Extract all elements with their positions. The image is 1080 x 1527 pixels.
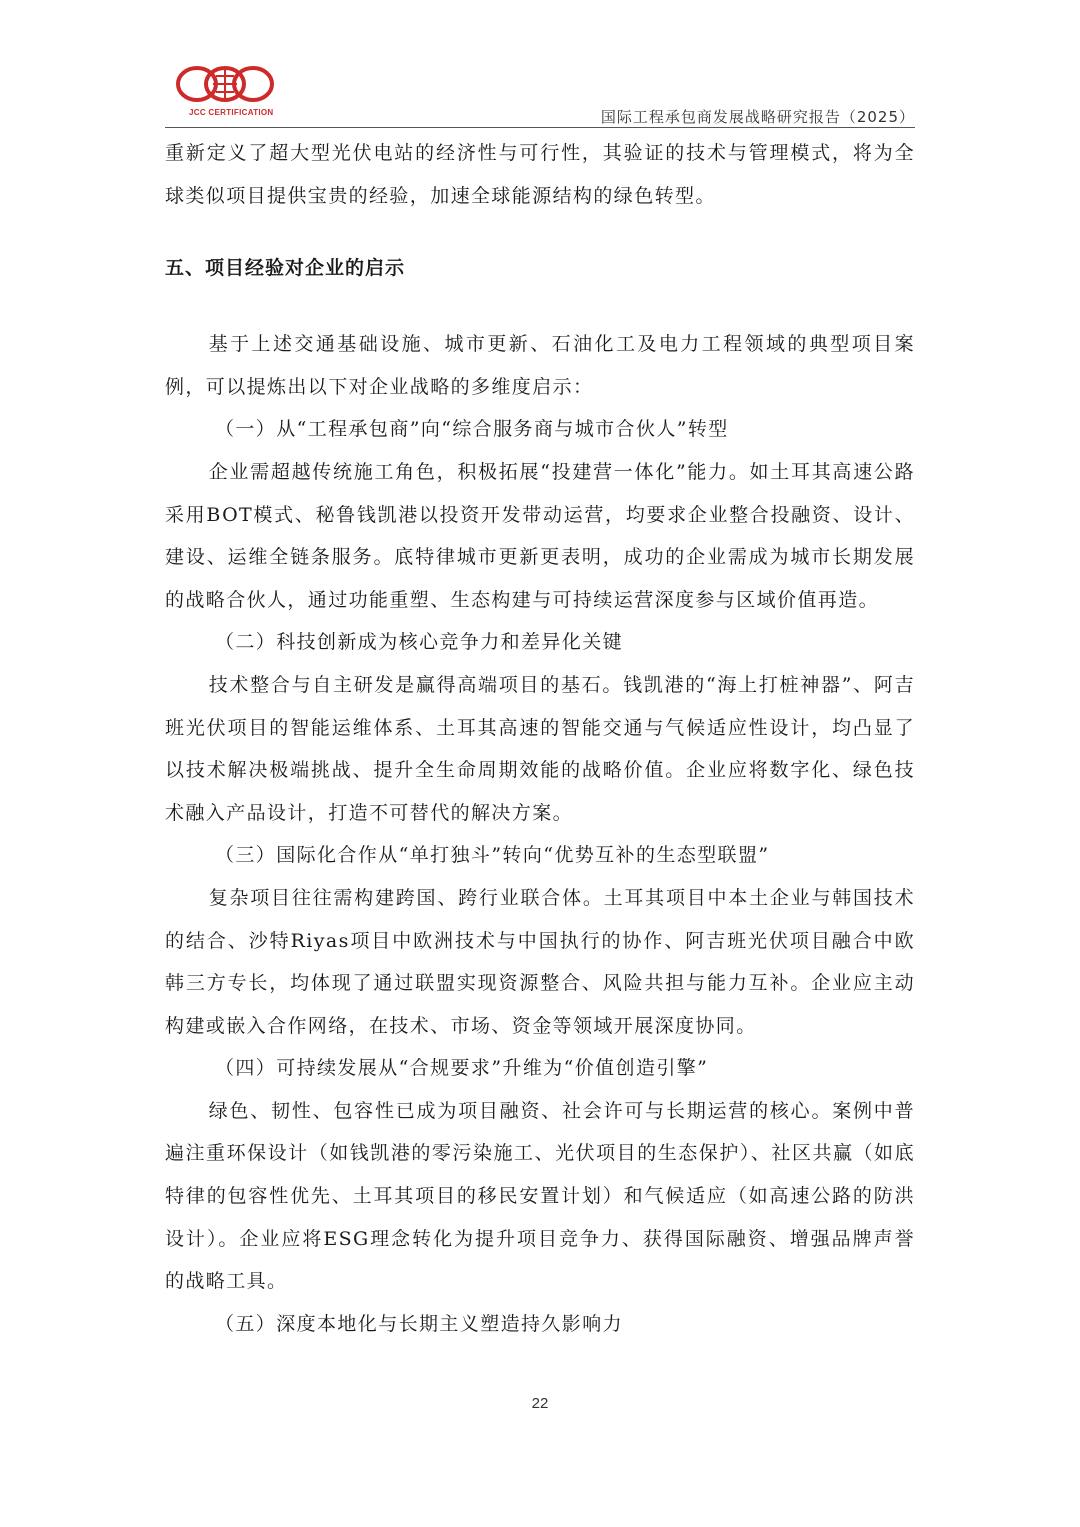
header-divider [165,127,915,128]
subsection-title-2: （二）科技创新成为核心竞争力和差异化关键 [215,631,624,654]
subsection-text-4: 绿色、韧性、包容性已成为项目融资、社会许可与长期运营的核心。案例中普遍注重环保设计（如钱凯港的零污染施工、光伏项目的生态保护）、社区共赢（如底特律的包容性优先、土耳其项目的移民安置计划）和气候适应（如高速公路的防洪设计）。企业应将ESG理念转化为提升项目竞争力、获得国际融资、增强品牌声誉的战略工具。 [165,1099,915,1293]
jcc-logo [175,62,275,120]
page-content [165,132,915,1345]
subsection-text-3: 复杂项目往往需构建跨国、跨行业联合体。土耳其项目中本土企业与韩国技术的结合、沙特Riyas项目中欧洲技术与中国执行的协作、阿吉班光伏项目融合中欧韩三方专长，均体现了通过联盟实现资源整合、风险共担与能力互补。企业应主动构建或嵌入合作网络，在技术、市场、资金等领域开展深度协同。 [165,886,915,1037]
section-heading: 五、项目经验对企业的启示 [165,257,406,280]
jcc-logo-mark-icon [175,62,275,108]
subsection-title-4: （四）可持续发展从“合规要求”升维为“价值创造引擎” [215,1057,709,1080]
logo-text: JCC CERTIFICATION [189,108,274,117]
subsection-text-1: 企业需超越传统施工角色，积极拓展“投建营一体化”能力。如土耳其高速公路采用BOT模式、秘鲁钱凯港以投资开发带动运营，均要求企业整合投融资、设计、建设、运维全链条服务。底特律城市更新更表明，成功的企业需成为城市长期发展的战略合伙人，通过功能重塑、生态构建与可持续运营深度参与区域价值再造。 [165,460,915,611]
subsection-text-2: 技术整合与自主研发是赢得高端项目的基石。钱凯港的“海上打桩神器”、阿吉班光伏项目的智能运维体系、土耳其高速的智能交通与气候适应性设计，均凸显了以技术解决极端挑战、提升全生命周期效能的战略价值。企业应将数字化、绿色技术融入产品设计，打造不可替代的解决方案。 [165,673,915,824]
subsection-title-1: （一）从“工程承包商”向“综合服务商与城市合伙人”转型 [215,418,729,441]
page-number: 22 [531,1395,549,1412]
intro-continuation-paragraph: 重新定义了超大型光伏电站的经济性与可行性，其验证的技术与管理模式，将为全球类似项目提供宝贵的经验，加速全球能源结构的绿色转型。 [165,142,915,207]
subsection-title-3: （三）国际化合作从“单打独斗”转向“优势互补的生态型联盟” [215,844,770,867]
lead-paragraph: 基于上述交通基础设施、城市更新、石油化工及电力工程领域的典型项目案例，可以提炼出以下对企业战略的多维度启示： [165,333,915,398]
subsection-title-5: （五）深度本地化与长期主义塑造持久影响力 [215,1312,624,1335]
report-title: 国际工程承包商发展战略研究报告（2025） [600,108,915,126]
page-header [165,62,915,128]
